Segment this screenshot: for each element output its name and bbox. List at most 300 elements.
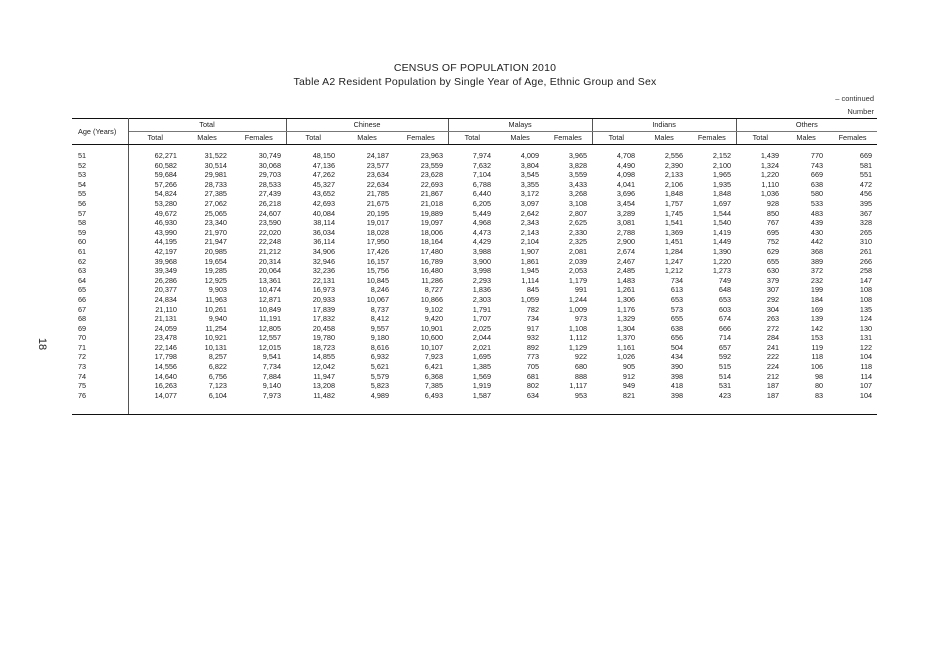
value-cell: 629: [766, 246, 780, 256]
table-row: [72, 218, 877, 228]
value-cell: 3,289: [616, 208, 636, 218]
value-cell: 12,557: [258, 333, 282, 343]
value-cell: 991: [574, 285, 588, 295]
value-cell: 18,723: [312, 342, 336, 352]
value-cell: 135: [859, 304, 873, 314]
table-row: [72, 305, 877, 315]
value-cell: 7,974: [472, 151, 492, 160]
value-cell: 187: [766, 390, 780, 400]
value-cell: 29,703: [258, 170, 282, 180]
value-cell: 39,349: [154, 266, 177, 276]
value-cell: 770: [810, 151, 824, 160]
population-table: [72, 118, 877, 415]
table-row: [72, 391, 877, 401]
value-cell: 38,114: [313, 218, 336, 228]
value-cell: 11,191: [259, 314, 282, 324]
table-row: [72, 189, 877, 199]
value-cell: 922: [574, 352, 588, 362]
value-cell: 9,420: [424, 314, 444, 324]
value-cell: 187: [766, 381, 780, 391]
value-cell: 912: [622, 371, 636, 381]
value-cell: 22,020: [258, 227, 282, 237]
value-cell: 184: [810, 294, 824, 304]
value-cell: 714: [718, 333, 732, 343]
value-cell: 6,932: [370, 352, 390, 362]
value-cell: 304: [766, 304, 780, 314]
value-cell: 108: [859, 285, 873, 295]
value-cell: 953: [574, 390, 588, 400]
value-cell: 8,737: [370, 304, 390, 314]
value-cell: 1,273: [712, 266, 732, 276]
age-cell: 76: [72, 391, 128, 401]
value-cell: 2,330: [568, 227, 588, 237]
value-cell: 7,973: [262, 390, 282, 400]
value-cell: 21,947: [204, 237, 227, 247]
value-cell: 802: [526, 381, 540, 391]
value-cell: 12,871: [258, 294, 282, 304]
value-cell: 7,632: [472, 160, 492, 170]
value-cell: 36,114: [313, 237, 336, 247]
value-cell: 695: [766, 227, 780, 237]
value-cell: 367: [859, 208, 873, 218]
value-cell: 2,900: [616, 237, 636, 247]
value-cell: 25,065: [204, 208, 227, 218]
value-cell: 19,780: [312, 333, 336, 343]
value-cell: 39,968: [154, 256, 177, 266]
value-cell: 18,028: [366, 227, 390, 237]
sub-header-females: Females: [544, 132, 592, 145]
age-cell: 61: [72, 247, 128, 257]
value-cell: 17,480: [420, 246, 444, 256]
sub-header-males: Males: [182, 132, 232, 145]
value-cell: 30,514: [204, 160, 227, 170]
value-cell: 1,117: [569, 381, 588, 391]
value-cell: 1,919: [472, 381, 492, 391]
value-cell: 32,236: [312, 266, 336, 276]
value-cell: 11,963: [205, 294, 227, 304]
table-row: [72, 199, 877, 209]
value-cell: 6,788: [472, 179, 492, 189]
value-cell: 2,390: [664, 160, 684, 170]
age-cell: 51: [72, 145, 128, 161]
value-cell: 147: [859, 275, 873, 285]
value-cell: 1,697: [712, 198, 732, 208]
value-cell: 483: [810, 208, 824, 218]
value-cell: 222: [766, 352, 780, 362]
value-cell: 423: [718, 390, 732, 400]
age-cell: 63: [72, 266, 128, 276]
value-cell: 169: [810, 304, 824, 314]
table-row: [72, 381, 877, 391]
value-cell: 4,968: [472, 218, 492, 228]
value-cell: 2,100: [712, 160, 732, 170]
value-cell: 1,836: [472, 285, 492, 295]
value-cell: 845: [526, 285, 540, 295]
value-cell: 514: [718, 371, 732, 381]
value-cell: 630: [766, 266, 780, 276]
table-row: [72, 333, 877, 343]
value-cell: 57,266: [154, 179, 177, 189]
value-cell: 4,041: [616, 179, 636, 189]
value-cell: 3,268: [568, 189, 588, 199]
value-cell: 107: [859, 381, 873, 391]
value-cell: 14,556: [154, 362, 177, 372]
value-cell: 657: [718, 342, 732, 352]
value-cell: 5,449: [472, 208, 492, 218]
value-cell: 1,220: [712, 256, 732, 266]
table-row: [72, 266, 877, 276]
value-cell: 10,600: [420, 333, 444, 343]
value-cell: 14,077: [154, 390, 177, 400]
value-cell: 2,467: [616, 256, 636, 266]
value-cell: 648: [718, 285, 732, 295]
value-cell: 1,370: [616, 333, 636, 343]
value-cell: 16,789: [420, 256, 444, 266]
value-cell: 23,590: [258, 218, 282, 228]
value-cell: 1,212: [664, 266, 684, 276]
value-cell: 5,579: [370, 371, 390, 381]
sub-header-total: Total: [448, 132, 496, 145]
value-cell: 232: [810, 275, 824, 285]
age-cell: 52: [72, 161, 128, 171]
value-cell: 23,559: [420, 160, 444, 170]
value-cell: 2,556: [664, 151, 684, 160]
value-cell: 1,036: [760, 189, 780, 199]
value-cell: 8,412: [370, 314, 390, 324]
value-cell: 395: [859, 198, 873, 208]
value-cell: 2,044: [472, 333, 492, 343]
value-cell: 261: [859, 246, 873, 256]
value-cell: 1,791: [472, 304, 492, 314]
value-cell: 24,059: [154, 323, 177, 333]
value-cell: 2,674: [616, 246, 636, 256]
value-cell: 14,640: [154, 371, 177, 381]
value-cell: 1,161: [616, 342, 636, 352]
value-cell: 59,684: [154, 170, 177, 180]
value-cell: 2,039: [568, 256, 588, 266]
value-cell: 592: [718, 352, 732, 362]
value-cell: 7,884: [262, 371, 282, 381]
value-cell: 40,084: [312, 208, 336, 218]
value-cell: 442: [810, 237, 824, 247]
value-cell: 2,293: [472, 275, 492, 285]
value-cell: 669: [859, 151, 873, 160]
value-cell: 26,218: [258, 198, 282, 208]
value-cell: 2,642: [520, 208, 540, 218]
age-cell: 66: [72, 295, 128, 305]
value-cell: 674: [718, 314, 732, 324]
value-cell: 7,923: [424, 352, 444, 362]
value-cell: 782: [526, 304, 540, 314]
value-cell: 8,246: [370, 285, 390, 295]
value-cell: 9,180: [370, 333, 390, 343]
table-row: [72, 343, 877, 353]
value-cell: 7,385: [424, 381, 444, 391]
value-cell: 4,708: [616, 151, 636, 160]
value-cell: 1,179: [568, 275, 588, 285]
value-cell: 1,848: [712, 189, 732, 199]
value-cell: 949: [622, 381, 636, 391]
value-cell: 2,143: [520, 227, 540, 237]
value-cell: 17,426: [366, 246, 390, 256]
value-cell: 6,421: [424, 362, 444, 372]
value-cell: 398: [670, 390, 684, 400]
value-cell: 265: [859, 227, 873, 237]
value-cell: 48,150: [312, 151, 336, 160]
value-cell: 122: [859, 342, 873, 352]
value-cell: 573: [670, 304, 684, 314]
value-cell: 108: [859, 294, 873, 304]
value-cell: 34,906: [312, 246, 336, 256]
value-cell: 8,727: [424, 285, 444, 295]
age-cell: 54: [72, 180, 128, 190]
value-cell: 3,097: [520, 198, 540, 208]
value-cell: 368: [810, 246, 824, 256]
age-cell: 59: [72, 228, 128, 238]
value-cell: 263: [766, 314, 780, 324]
value-cell: 638: [670, 323, 684, 333]
value-cell: 5,823: [370, 381, 390, 391]
value-cell: 3,988: [472, 246, 492, 256]
group-header-malays: Malays: [448, 119, 592, 132]
value-cell: 29,981: [204, 170, 227, 180]
age-cell: 55: [72, 189, 128, 199]
value-cell: 20,933: [312, 294, 336, 304]
age-cell: 57: [72, 209, 128, 219]
value-cell: 4,989: [370, 390, 390, 400]
table-row: [72, 145, 877, 161]
value-cell: 680: [574, 362, 588, 372]
value-cell: 892: [526, 342, 540, 352]
value-cell: 18,006: [420, 227, 444, 237]
value-cell: 22,634: [366, 179, 390, 189]
value-cell: 266: [859, 256, 873, 266]
value-cell: 1,483: [616, 275, 636, 285]
value-cell: 2,152: [712, 151, 732, 160]
value-cell: 19,654: [204, 256, 227, 266]
value-cell: 13,208: [312, 381, 336, 391]
value-cell: 6,822: [208, 362, 227, 372]
value-cell: 1,439: [760, 151, 780, 160]
value-cell: 24,607: [258, 208, 282, 218]
table-row: [72, 257, 877, 267]
value-cell: 7,104: [472, 170, 492, 180]
value-cell: 5,621: [370, 362, 390, 372]
table-row: [72, 161, 877, 171]
value-cell: 4,429: [472, 237, 492, 247]
group-header-others: Others: [736, 119, 877, 132]
value-cell: 22,248: [258, 237, 282, 247]
value-cell: 328: [859, 218, 873, 228]
value-cell: 379: [766, 275, 780, 285]
value-cell: 1,304: [616, 323, 636, 333]
value-cell: 434: [670, 352, 684, 362]
value-cell: 743: [810, 160, 824, 170]
value-cell: 1,861: [520, 256, 540, 266]
value-cell: 139: [810, 314, 824, 324]
value-cell: 224: [766, 362, 780, 372]
value-cell: 10,845: [366, 275, 390, 285]
value-cell: 603: [718, 304, 732, 314]
value-cell: 655: [670, 314, 684, 324]
value-cell: 21,131: [154, 314, 177, 324]
value-cell: 44,195: [154, 237, 177, 247]
value-cell: 3,108: [568, 198, 588, 208]
value-cell: 142: [810, 323, 824, 333]
value-cell: 27,385: [204, 189, 227, 199]
value-cell: 1,220: [760, 170, 780, 180]
age-cell: 60: [72, 237, 128, 247]
value-cell: 1,108: [568, 323, 588, 333]
value-cell: 12,805: [258, 323, 282, 333]
value-cell: 3,454: [616, 198, 636, 208]
value-cell: 2,788: [616, 227, 636, 237]
value-cell: 9,541: [262, 352, 282, 362]
value-cell: 10,901: [420, 323, 444, 333]
value-cell: 130: [859, 323, 873, 333]
value-cell: 1,306: [616, 294, 636, 304]
value-cell: 104: [859, 390, 873, 400]
value-cell: 705: [526, 362, 540, 372]
value-cell: 1,907: [520, 246, 540, 256]
table-bottom-rule: [72, 400, 877, 415]
value-cell: 3,696: [616, 189, 636, 199]
value-cell: 850: [766, 208, 780, 218]
value-cell: 16,263: [154, 381, 177, 391]
sub-header-total: Total: [592, 132, 640, 145]
value-cell: 23,963: [420, 151, 444, 160]
value-cell: 104: [859, 352, 873, 362]
age-cell: 53: [72, 170, 128, 180]
value-cell: 1,707: [472, 314, 492, 324]
value-cell: 21,212: [258, 246, 282, 256]
value-cell: 16,480: [420, 266, 444, 276]
value-cell: 4,098: [616, 170, 636, 180]
value-cell: 634: [526, 390, 540, 400]
value-cell: 53,280: [154, 198, 177, 208]
value-cell: 1,385: [472, 362, 492, 372]
value-cell: 2,025: [472, 323, 492, 333]
value-cell: 653: [670, 294, 684, 304]
value-cell: 47,136: [312, 160, 336, 170]
age-cell: 58: [72, 218, 128, 228]
value-cell: 17,950: [366, 237, 390, 247]
value-cell: 928: [766, 198, 780, 208]
value-cell: 1,745: [664, 208, 684, 218]
value-cell: 2,325: [568, 237, 588, 247]
value-cell: 767: [766, 218, 780, 228]
age-column-header: Age (Years): [72, 119, 128, 145]
value-cell: 17,839: [312, 304, 336, 314]
value-cell: 1,329: [616, 314, 636, 324]
value-cell: 20,195: [366, 208, 390, 218]
value-cell: 98: [814, 371, 824, 381]
value-cell: 49,672: [154, 208, 177, 218]
value-cell: 1,544: [712, 208, 732, 218]
page-number: 18: [36, 337, 49, 351]
value-cell: 6,205: [472, 198, 492, 208]
value-cell: 656: [670, 333, 684, 343]
value-cell: 10,261: [204, 304, 227, 314]
value-cell: 1,129: [568, 342, 588, 352]
value-cell: 19,017: [366, 218, 390, 228]
value-cell: 17,832: [312, 314, 336, 324]
value-cell: 10,131: [204, 342, 227, 352]
value-cell: 6,493: [424, 390, 444, 400]
value-cell: 21,675: [366, 198, 390, 208]
value-cell: 581: [859, 160, 873, 170]
value-cell: 12,015: [258, 342, 282, 352]
value-cell: 199: [810, 285, 824, 295]
value-cell: 32,946: [312, 256, 336, 266]
value-cell: 2,106: [664, 179, 684, 189]
value-cell: 9,140: [262, 381, 282, 391]
value-cell: 20,064: [258, 266, 282, 276]
value-cell: 19,889: [420, 208, 444, 218]
value-cell: 10,474: [258, 285, 282, 295]
value-cell: 1,284: [664, 246, 684, 256]
value-cell: 21,785: [366, 189, 390, 199]
sub-header-males: Males: [340, 132, 394, 145]
table-row: [72, 372, 877, 382]
value-cell: 917: [526, 323, 540, 333]
value-cell: 1,848: [664, 189, 684, 199]
value-cell: 28,733: [204, 179, 227, 189]
value-cell: 19,285: [204, 266, 227, 276]
sub-header-total: Total: [128, 132, 182, 145]
age-cell: 64: [72, 276, 128, 286]
value-cell: 22,693: [420, 179, 444, 189]
value-cell: 272: [766, 323, 780, 333]
value-cell: 36,034: [312, 227, 336, 237]
value-cell: 15,756: [366, 266, 390, 276]
page-title: CENSUS OF POPULATION 2010: [393, 62, 557, 74]
value-cell: 3,172: [520, 189, 540, 199]
age-cell: 56: [72, 199, 128, 209]
value-cell: 1,757: [664, 198, 684, 208]
value-cell: 932: [526, 333, 540, 343]
age-cell: 75: [72, 381, 128, 391]
value-cell: 6,368: [424, 371, 444, 381]
value-cell: 10,866: [420, 294, 444, 304]
value-cell: 31,522: [204, 151, 227, 160]
value-cell: 8,616: [370, 342, 390, 352]
value-cell: 118: [811, 352, 824, 362]
value-cell: 1,261: [616, 285, 636, 295]
value-cell: 439: [810, 218, 824, 228]
value-cell: 4,473: [472, 227, 492, 237]
value-cell: 1,324: [760, 160, 780, 170]
value-cell: 8,257: [208, 352, 227, 362]
value-cell: 531: [718, 381, 732, 391]
value-cell: 42,197: [154, 246, 177, 256]
age-cell: 69: [72, 324, 128, 334]
value-cell: 1,965: [712, 170, 732, 180]
value-cell: 11,947: [313, 371, 336, 381]
value-cell: 20,985: [204, 246, 227, 256]
table-row: [72, 180, 877, 190]
value-cell: 27,439: [258, 189, 282, 199]
table-row: [72, 170, 877, 180]
table-row: [72, 237, 877, 247]
value-cell: 1,945: [520, 266, 540, 276]
value-cell: 16,157: [366, 256, 390, 266]
value-cell: 22,146: [154, 342, 177, 352]
value-cell: 1,114: [521, 275, 540, 285]
value-cell: 45,327: [312, 179, 336, 189]
value-cell: 43,652: [312, 189, 336, 199]
value-cell: 666: [718, 323, 732, 333]
